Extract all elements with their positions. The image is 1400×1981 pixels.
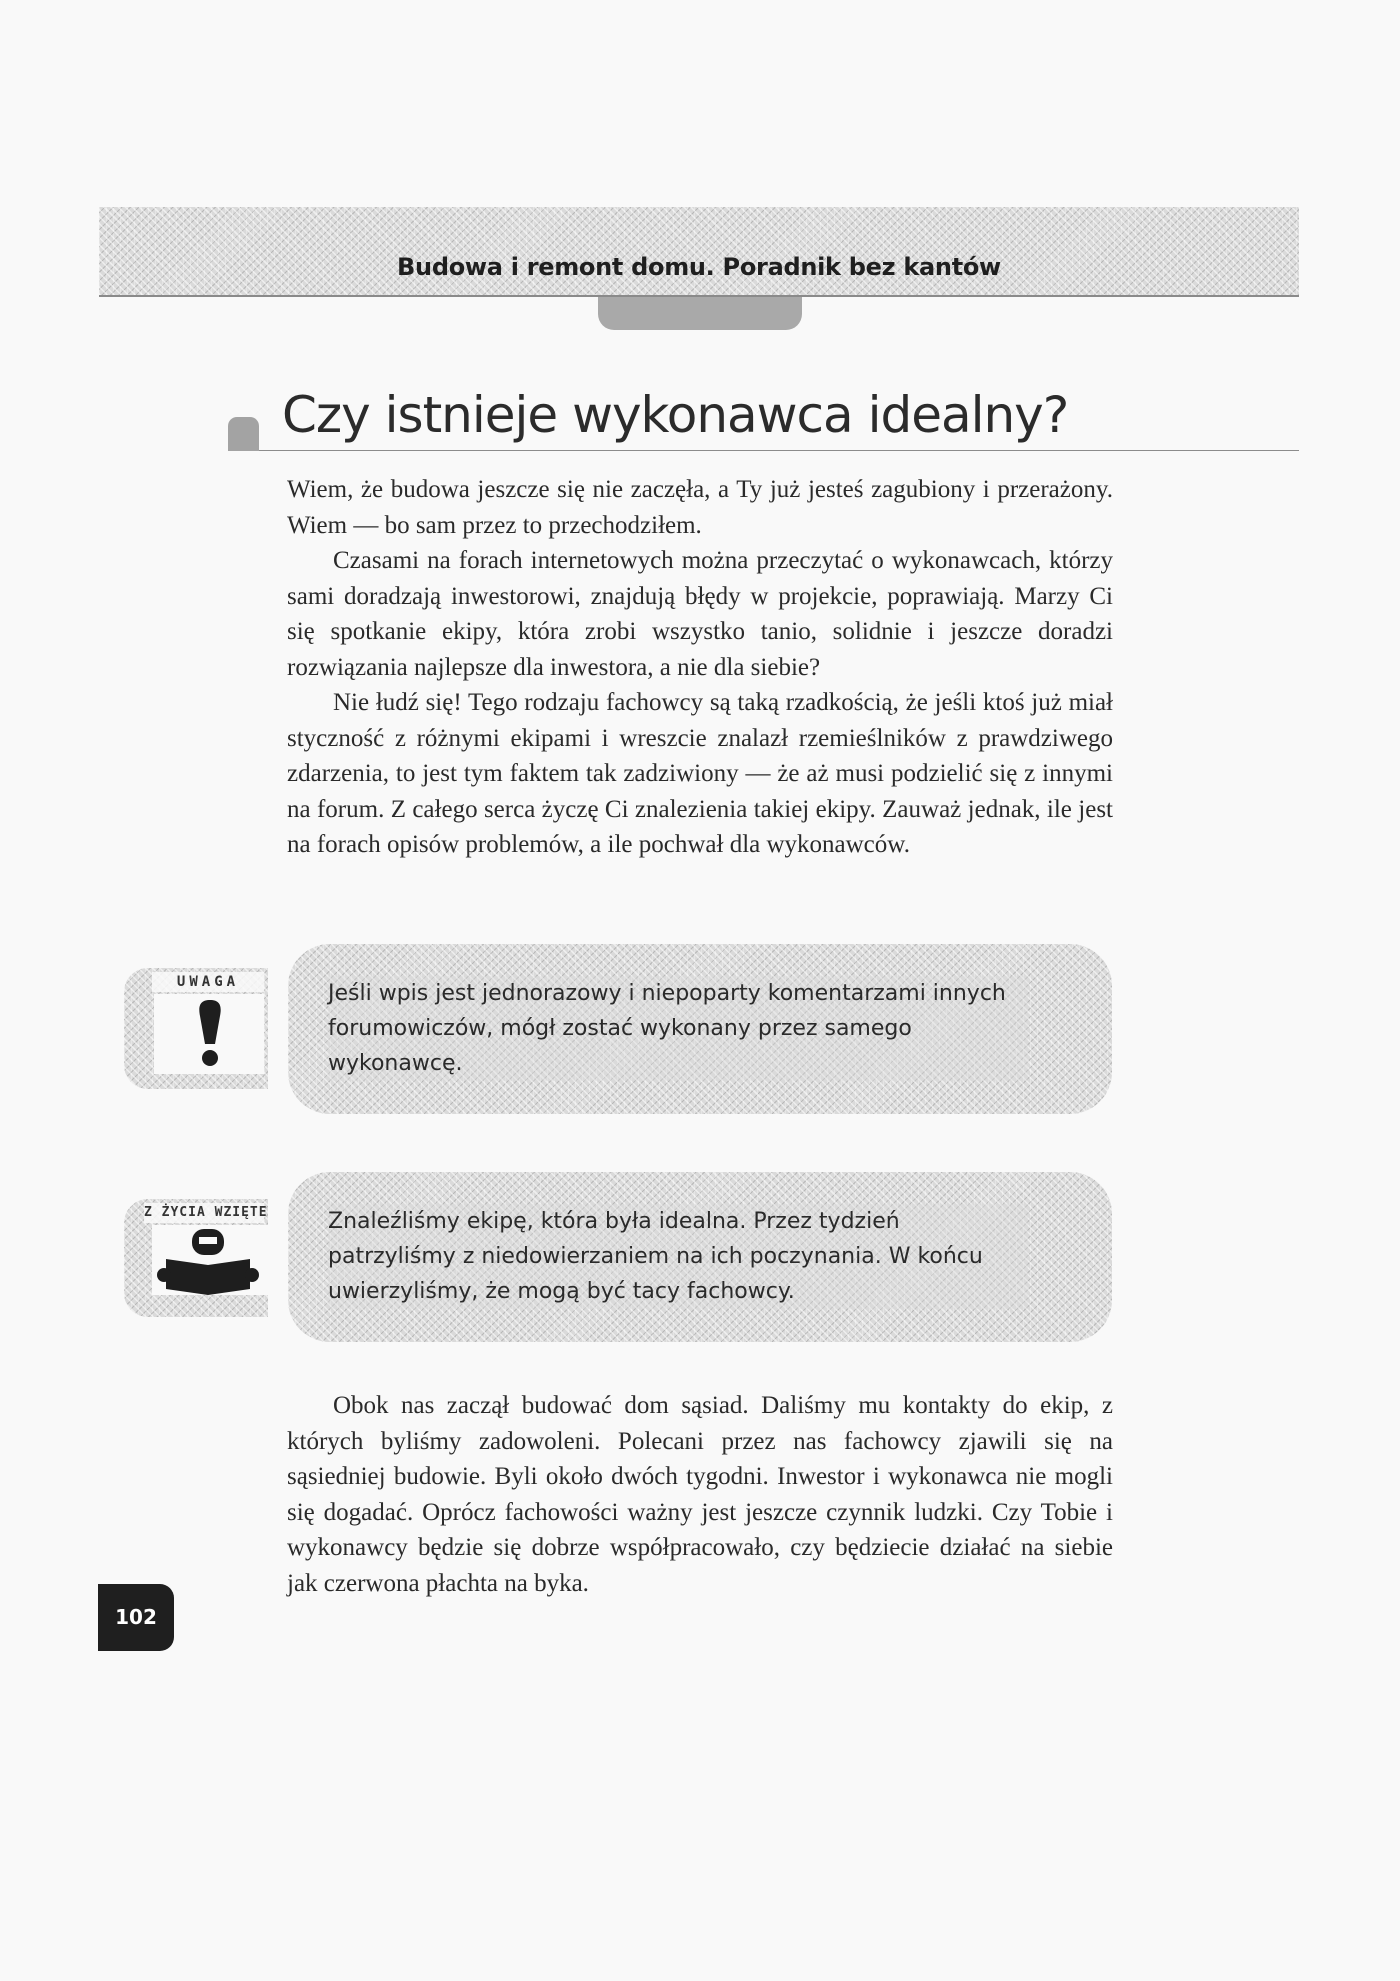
- reader-icon: [152, 1225, 268, 1295]
- section-bullet-icon: [228, 417, 259, 451]
- page-number: 102: [115, 1605, 157, 1629]
- paragraph: Obok nas zaczął budować dom sąsiad. Daliśmy mu kontakty do ekip, z których byliśmy zadowoleni. Polecani przez nas fachowcy zjawili się na sąsiedniej budowie. Byli około dwóch tygodni. Inwestor i wykonawca nie mogli się dogadać. Oprócz fachowości ważny jest jeszcze czynnik ludzki. Czy Tobie i wykonawcy będzie się dobrze współpracowało, czy będziecie działać na siebie jak czerwona płachta na byka.: [287, 1392, 1113, 1597]
- page-number-tab: [98, 1584, 174, 1651]
- life-story-note-icon: [124, 1199, 268, 1317]
- section-divider: [259, 450, 1299, 451]
- intro-text: [287, 472, 1113, 863]
- paragraph: Czasami na forach internetowych można przeczytać o wykonawcach, którzy sami doradzają inwestorowi, znajdują błędy w projekcie, poprawiają. Marzy Ci się spotkanie ekipy, która zrobi wszystko tanio, solidnie i jeszcze doradzi rozwiązania najlepsze dla inwestora, a nie dla siebie?: [287, 547, 1113, 681]
- section-title: Czy istnieje wykonawca idealny?: [282, 386, 1069, 444]
- note-label: UWAGA: [152, 972, 264, 992]
- note-text: Znaleźliśmy ekipę, która była idealna. Przez tydzień patrzyliśmy z niedowierzaniem na ich poczynania. W końcu uwierzyliśmy, że mogą być tacy fachowcy.: [328, 1204, 1028, 1309]
- header-tab: [598, 297, 802, 330]
- paragraph: Wiem, że budowa jeszcze się nie zaczęła, a Ty już jesteś zagubiony i przerażony. Wiem — bo sam przez to przechodziłem.: [287, 476, 1113, 539]
- life-story-note-box: [288, 1172, 1112, 1342]
- exclamation-icon: [154, 994, 264, 1074]
- note-text: Jeśli wpis jest jednorazowy i niepoparty komentarzami innych forumowiczów, mógł zostać wykonany przez samego wykonawcę.: [328, 976, 1028, 1081]
- book-title: Budowa i remont domu. Poradnik bez kantów: [397, 253, 1001, 281]
- outro-text: [287, 1388, 1113, 1601]
- warning-note-icon: [124, 968, 268, 1089]
- running-header: [99, 207, 1299, 295]
- note-label: Z ŻYCIA WZIĘTE: [144, 1203, 264, 1223]
- paragraph: Nie łudź się! Tego rodzaju fachowcy są taką rzadkością, że jeśli ktoś już miał styczność z różnymi ekipami i wreszcie znalazł rzemieślników z prawdziwego zdarzenia, to jest tym faktem tak zadziwiony — że aż musi podzielić się z innymi na forum. Z całego serca życzę Ci znalezienia takiej ekipy. Zauważ jednak, ile jest na forach opisów problemów, a ile pochwał dla wykonawców.: [287, 689, 1113, 858]
- warning-note-box: [288, 944, 1112, 1114]
